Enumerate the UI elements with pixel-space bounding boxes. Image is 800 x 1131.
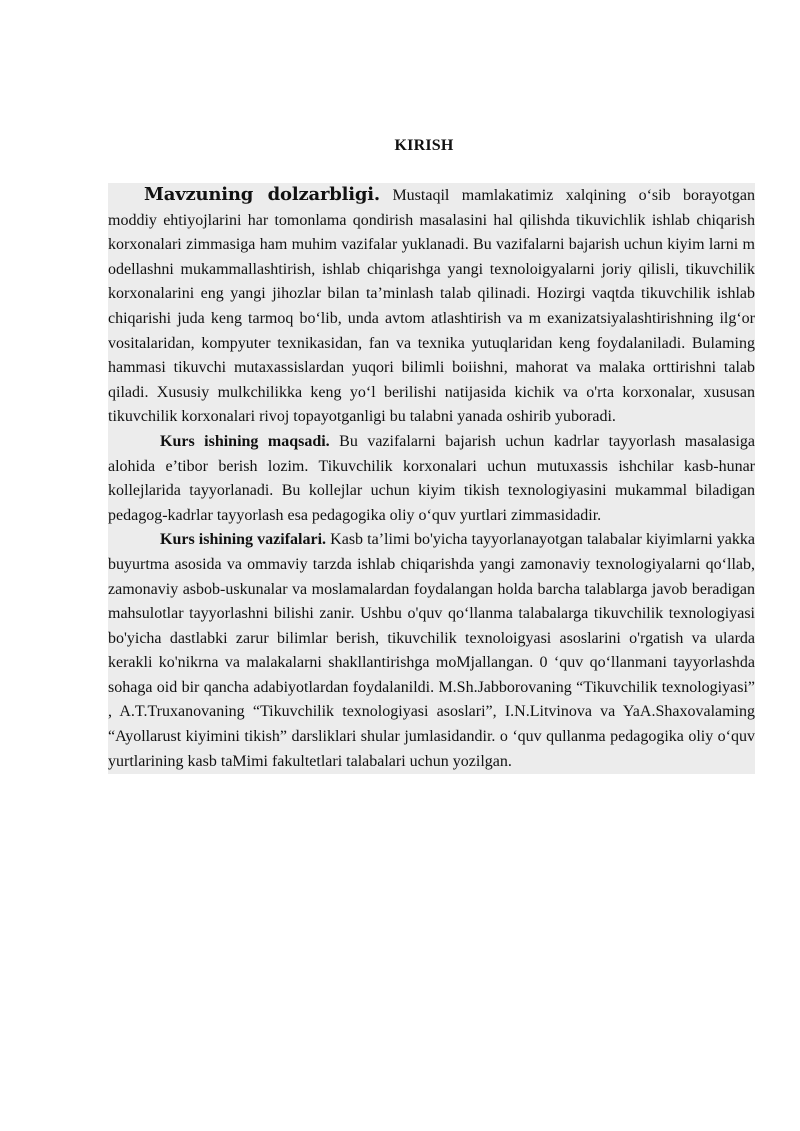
paragraph-lead: Kurs ishining maqsadi. — [160, 432, 330, 450]
paragraph-tasks — [108, 528, 755, 774]
paragraph-text: Bu vazifalarni bajarish uchun kadrlar tayyorlash masalasiga alohida e’tibor berish lozim. Tikuvchilik korxonalari uchun mutuxassis ishchilar kasb-hunar kollejlarida tayyorlanadi. Bu kollejlar uchun kiyim tikish texnologiyasini mukammal biladigan pedagog-kadrlar tayyorlash esa pedagogika oliy o‘quv yurtlari zimmasidadir. — [108, 432, 755, 524]
paragraph-lead: Kurs ishining vazifalari. — [160, 531, 327, 549]
paragraph-relevance — [108, 183, 755, 430]
paragraph-lead: Mavzuning dolzarbligi. — [144, 184, 381, 205]
body-text — [108, 183, 755, 774]
paragraph-text: Kasb ta’limi bo'yicha tayyorlanayotgan talabalar kiyimlarni yakka buyurtma asosida va ommaviy tarzda ishlab chiqarishda yangi zamonaviy texnologiyalarni qo‘llab, zamonaviy asbob-uskunalar va moslamalardan foydalangan holda barcha talablarga javob beradigan mahsulotlar tayyorlashni bilishi zanir. Ushbu o'quv qo‘llanma talabalarga tikuvchilik texnologiyasi bo'yicha dastlabki zarur bilimlar berish, tikuvchilik texnoloigyasi asoslarini o'rgatish va ularda kerakli ko'nikrna va malakalarni shakllantirishga moMjallangan. 0 ‘quv qo‘llanmani tayyorlashda sohaga oid bir qancha adabiyotlardan foydalanildi. M.Sh.Jabborovaning “Tikuvchilik texnologiyasi” , A.T.Truxanovaning “Tikuvchilik texnologiyasi asoslari”, I.N.Litvinova va YaA.Shaxovalaming “Ayollarust kiyimini tikish” darsliklari shular jumlasidandir. o ‘quv qullanma pedagogika oliy o‘quv yurtlarining kasb taMimi fakultetlari talabalari uchun yozilgan. — [108, 531, 755, 770]
paragraph-text: Mustaqil mamlakatimiz xalqining o‘sib borayotgan moddiy ehtiyojlarini har tomonlama qondirish masalasini hal qilishda tikuvichlik ishlab chiqarish korxonalari zimmasiga ham muhim vazifalar yuklanadi. Bu vazifalarni bajarish uchun kiyim larni m odellashni mukammallashtirish, ishlab chiqarishga yangi texnoloigyalarni joriy qilisli, tikuvchilik korxonalarini eng yangi jihozlar bilan ta’minlash talab qilinadi. Hozirgi vaqtda tikuvchilik ishlab chiqarishi juda keng tarmoq bo‘lib, unda avtom atlashtirish va m exanizatsiyalashtirishning ilg‘or vositalaridan, kompyuter texnikasidan, fan va texnika yutuqlaridan keng foydalaniladi. Bulaming hammasi tikuvchi mutaxassislardan yuqori bilimli boiishni, mahorat va malaka orttirishni talab qiladi. Xususiy mulkchilikka keng yo‘l berilishi natijasida kichik va o'rta korxonalar, xususan tikuvchilik korxonalari rivoj topayotganligi bu talabni yanada oshirib yuboradi. — [108, 187, 756, 426]
paragraph-goal — [108, 430, 755, 528]
section-heading: KIRISH — [394, 137, 454, 154]
